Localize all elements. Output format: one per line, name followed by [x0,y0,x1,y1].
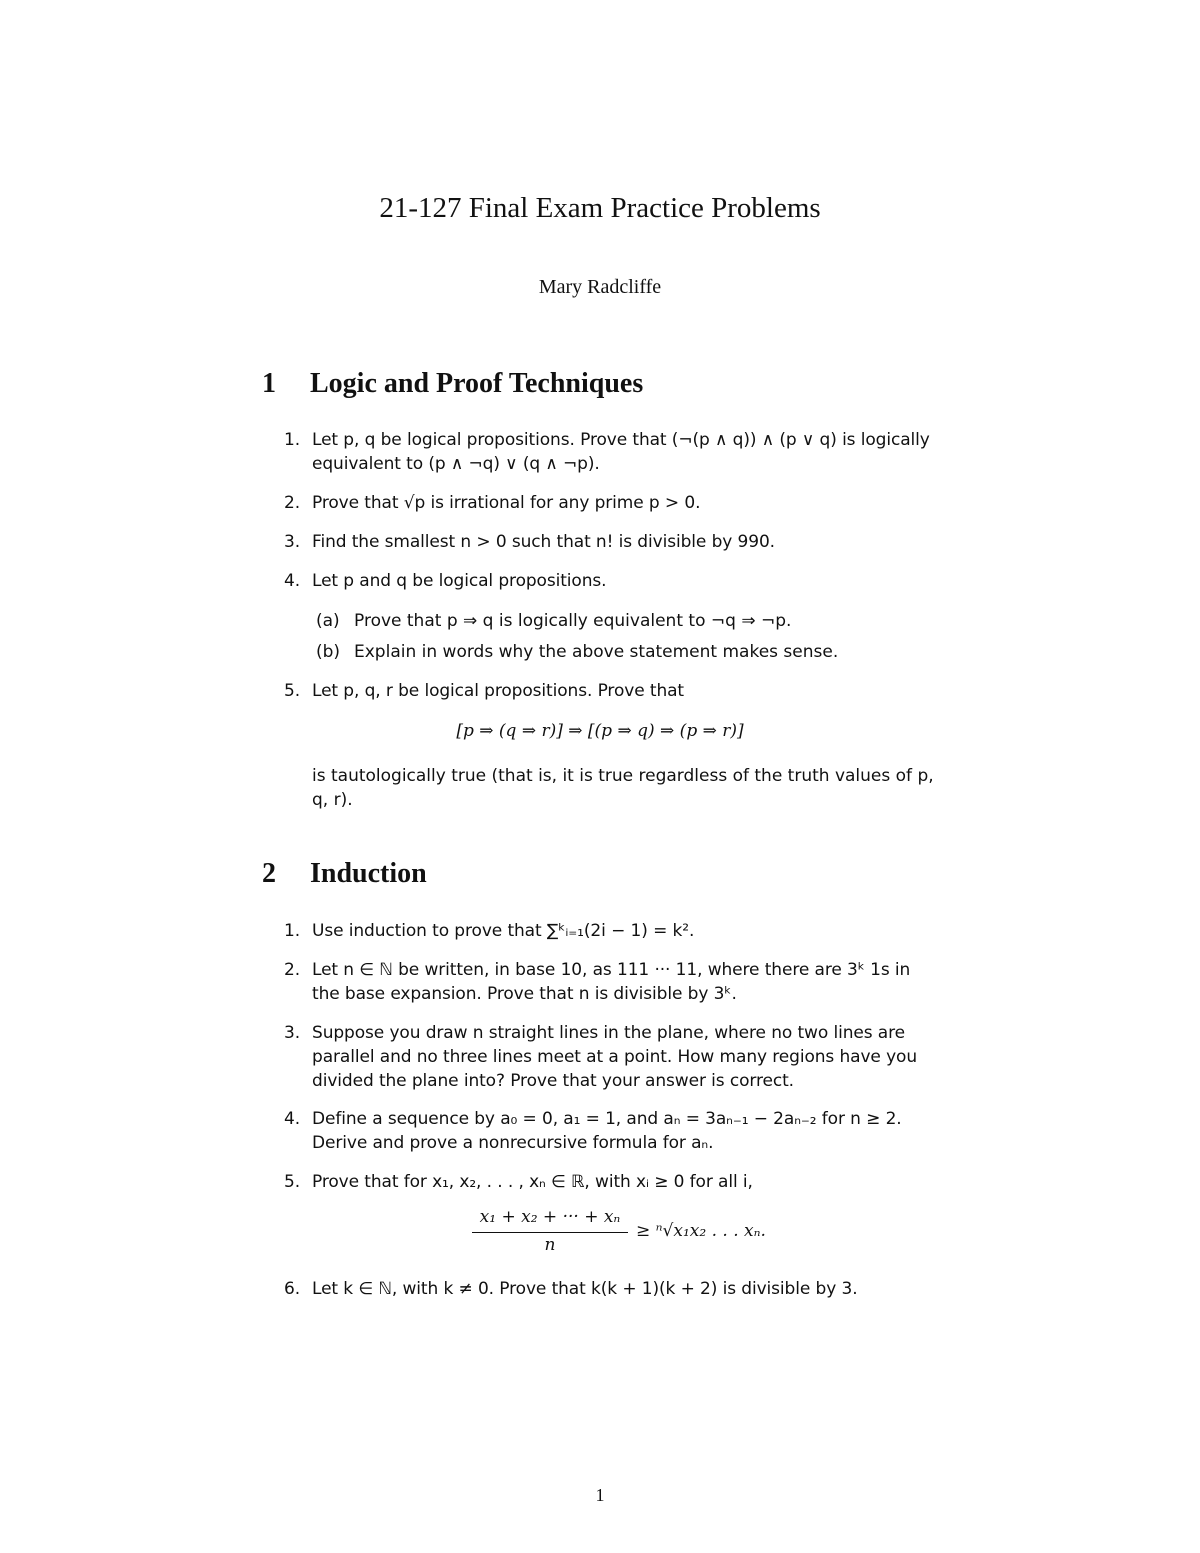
problem-text: Find the smallest n > 0 such that n! is divisible by 990. [312,532,775,552]
section-title: Induction [310,858,427,889]
subproblem-label: (a) [316,611,340,631]
section-heading-1 [262,368,643,400]
section-number: 2 [262,858,276,889]
problem-number: 4. [284,1109,301,1129]
problem-text: Define a sequence by a₀ = 0, a₁ = 1, and aₙ = 3aₙ₋₁ − 2aₙ₋₂ for n ≥ 2. Derive and prove a nonrecursive formula for aₙ. [312,1109,902,1153]
subproblem-text: Explain in words why the above statement makes sense. [354,642,839,662]
problem-number: 2. [284,960,301,980]
document-author: Mary Radcliffe [538,276,662,298]
am-gm-inequality [470,1207,790,1257]
fraction-denominator: n [544,1235,556,1255]
problem-text: Let p and q be logical propositions. [312,571,607,591]
inequality-rhs: ≥ ⁿ√x₁x₂ . . . xₙ. [636,1221,766,1241]
problem-number: 2. [284,493,301,513]
section-number: 1 [262,368,276,399]
problem-continuation: is tautologically true (that is, it is true regardless of the truth values of p, q, r). [312,766,934,810]
problem-text: Use induction to prove that ∑ᵏᵢ₌₁(2i − 1) = k². [312,921,695,941]
document-title: 21-127 Final Exam Practice Problems [379,192,821,224]
problem-text: Prove that for x₁, x₂, . . . , xₙ ∈ ℝ, with xᵢ ≥ 0 for all i, [312,1172,753,1192]
problem-text: Prove that √p is irrational for any prime p > 0. [312,493,701,513]
display-formula: [p ⇒ (q ⇒ r)] ⇒ [(p ⇒ q) ⇒ (p ⇒ r)] [456,721,744,741]
problem-number: 4. [284,571,301,591]
problem-number: 5. [284,1172,301,1192]
problem-text: Let p, q, r be logical propositions. Prove that [312,681,684,701]
problem-text: Let n ∈ ℕ be written, in base 10, as 111 ··· 11, where there are 3ᵏ 1s in the base expansion. Prove that n is divisible by 3ᵏ. [312,960,911,1004]
section-title: Logic and Proof Techniques [310,368,644,399]
problem-number: 3. [284,532,301,552]
problem-text: Let k ∈ ℕ, with k ≠ 0. Prove that k(k + 1)(k + 2) is divisible by 3. [312,1279,858,1299]
problem-number: 5. [284,681,301,701]
fraction-numerator: x₁ + x₂ + ··· + xₙ [479,1207,621,1227]
problem-text: Let p, q be logical propositions. Prove that (¬(p ∧ q)) ∧ (p ∨ q) is logically equivalent to (p ∧ ¬q) ∨ (q ∧ ¬p). [312,430,930,474]
problem-text: Suppose you draw n straight lines in the plane, where no two lines are parallel and no three lines meet at a point. How many regions have you divided the plane into? Prove that your answer is correct. [312,1023,918,1091]
problem-number: 3. [284,1023,301,1043]
subproblem-label: (b) [316,642,341,662]
page-number: 1 [595,1485,605,1505]
section-heading-2 [262,858,427,890]
subproblem-text: Prove that p ⇒ q is logically equivalent to ¬q ⇒ ¬p. [354,611,792,631]
fraction-bar [472,1232,628,1233]
problem-number: 1. [284,921,301,941]
problem-number: 1. [284,430,301,450]
problem-number: 6. [284,1279,301,1299]
